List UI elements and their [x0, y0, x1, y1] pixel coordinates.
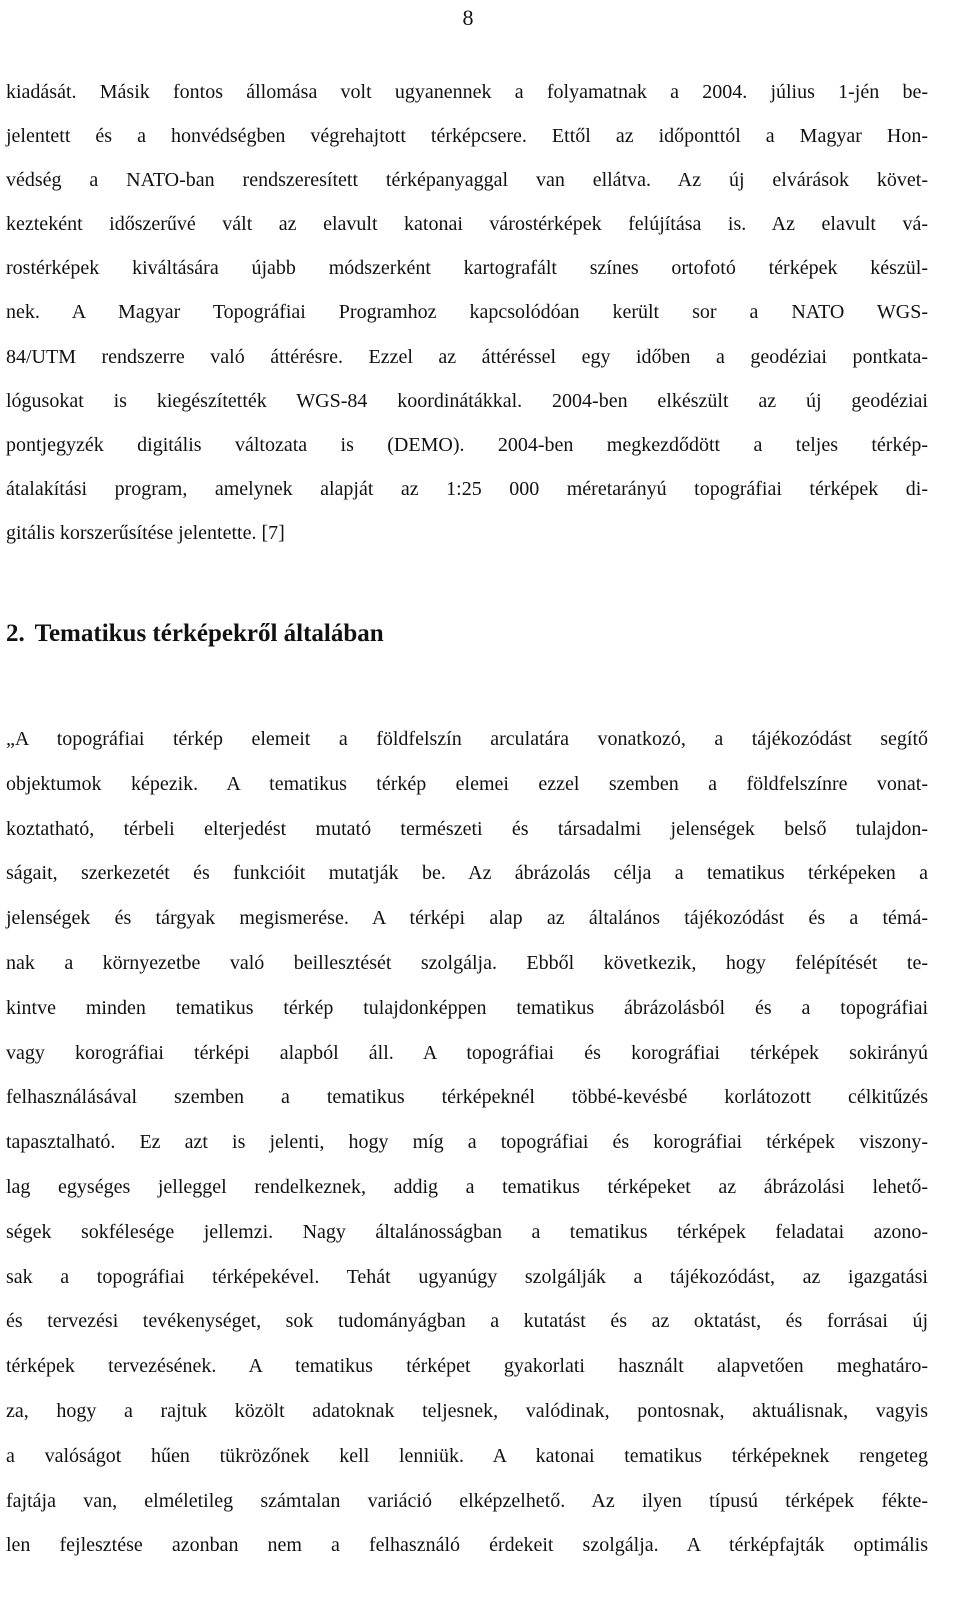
paragraph-1: [6, 70, 928, 555]
paragraph-line: nek. A Magyar Topográfiai Programhoz kapcsolódóan került sor a NATO WGS-: [6, 301, 928, 324]
section-title: Tematikus térképekről általában: [34, 620, 384, 647]
paragraph-line: len fejlesztése azonban nem a felhasználó érdekeit szolgálja. A térképfajták optimális: [6, 1534, 928, 1557]
paragraph-line: a valóságot hűen tükrözőnek kell lenniük. A katonai tematikus térképeknek rengeteg: [6, 1444, 928, 1467]
paragraph-line: kiadását. Másik fontos állomása volt ugyanennek a folyamatnak a 2004. július 1-jén be-: [6, 81, 928, 103]
section-number: 2.: [6, 620, 25, 647]
paragraph-line: tapasztalható. Ez azt is jelenti, hogy míg a topográfiai és korográfiai térképek viszony-: [6, 1131, 928, 1154]
paragraph-line: kezteként időszerűvé vált az elavult katonai várostérképek felújítása is. Az elavult vá-: [6, 213, 928, 236]
paragraph-line: pontjegyzék digitális változata is (DEMO). 2004-ben megkezdődött a teljes térkép-: [6, 433, 928, 456]
paragraph-line: térképek tervezésének. A tematikus térképet gyakorlati használt alapvetően meghatáro-: [6, 1355, 928, 1378]
paragraph-line: rostérképek kiváltására újabb módszerként kartografált színes ortofotó térképek készül-: [6, 257, 928, 280]
paragraph-line: gitális korszerűsítése jelentette. [7]: [6, 521, 285, 544]
paragraph-2: [6, 717, 928, 1568]
paragraph-line: 84/UTM rendszerre való áttérésre. Ezzel az áttéréssel egy időben a geodéziai pontkata-: [6, 345, 928, 368]
paragraph-line: jelentett és a honvédségben végrehajtott térképcsere. Ettől az időponttól a Magyar Hon-: [6, 125, 928, 148]
paragraph-line: fajtája van, elméletileg számtalan variáció elképzelhető. Az ilyen típusú térképek fékte-: [6, 1489, 928, 1512]
paragraph-line: nak a környezetbe való beillesztését szolgálja. Ebből következik, hogy felépítését te-: [6, 951, 928, 974]
section-heading: [6, 612, 384, 656]
paragraph-line: védség a NATO-ban rendszeresített térképanyaggal van ellátva. Az új elvárások követ-: [6, 169, 928, 192]
paragraph-line: ságait, szerkezetét és funkcióit mutatják be. Az ábrázolás célja a tematikus térképeken a: [6, 862, 928, 885]
page-number: 8: [462, 5, 474, 30]
paragraph-line: „A topográfiai térkép elemeit a földfelszín arculatára vonatkozó, a tájékozódást segítő: [6, 728, 928, 750]
paragraph-line: sak a topográfiai térképekével. Tehát ugyanúgy szolgálják a tájékozódást, az igazgatási: [6, 1265, 928, 1288]
paragraph-line: és tervezési tevékenységet, sok tudományágban a kutatást és az oktatást, és forrásai új: [6, 1310, 928, 1333]
paragraph-line: za, hogy a rajtuk közölt adatoknak teljesnek, valódinak, pontosnak, aktuálisnak, vagyis: [6, 1399, 928, 1422]
paragraph-line: koztatható, térbeli elterjedést mutató természeti és társadalmi jelenségek belső tulajdon-: [6, 817, 928, 840]
paragraph-line: lag egységes jelleggel rendelkeznek, addig a tematikus térképeket az ábrázolási lehető-: [6, 1175, 928, 1198]
paragraph-line: vagy korográfiai térképi alapból áll. A topográfiai és korográfiai térképek sokirányú: [6, 1041, 928, 1064]
paragraph-line: átalakítási program, amelynek alapját az 1:25 000 méretarányú topográfiai térképek di-: [6, 477, 928, 500]
paragraph-line: felhasználásával szemben a tematikus térképeknél többé-kevésbé korlátozott célkitűzés: [6, 1086, 928, 1109]
paragraph-line: kintve minden tematikus térkép tulajdonképpen tematikus ábrázolásból és a topográfiai: [6, 996, 928, 1019]
paragraph-line: ségek sokfélesége jellemzi. Nagy általánosságban a tematikus térképek feladatai azono-: [6, 1220, 928, 1243]
paragraph-line: lógusokat is kiegészítették WGS-84 koordinátákkal. 2004-ben elkészült az új geodéziai: [6, 389, 928, 412]
paragraph-line: jelenségek és tárgyak megismerése. A térképi alap az általános tájékozódást és a témá-: [6, 907, 928, 930]
paragraph-line: objektumok képezik. A tematikus térkép elemei ezzel szemben a földfelszínre vonat-: [6, 772, 928, 795]
